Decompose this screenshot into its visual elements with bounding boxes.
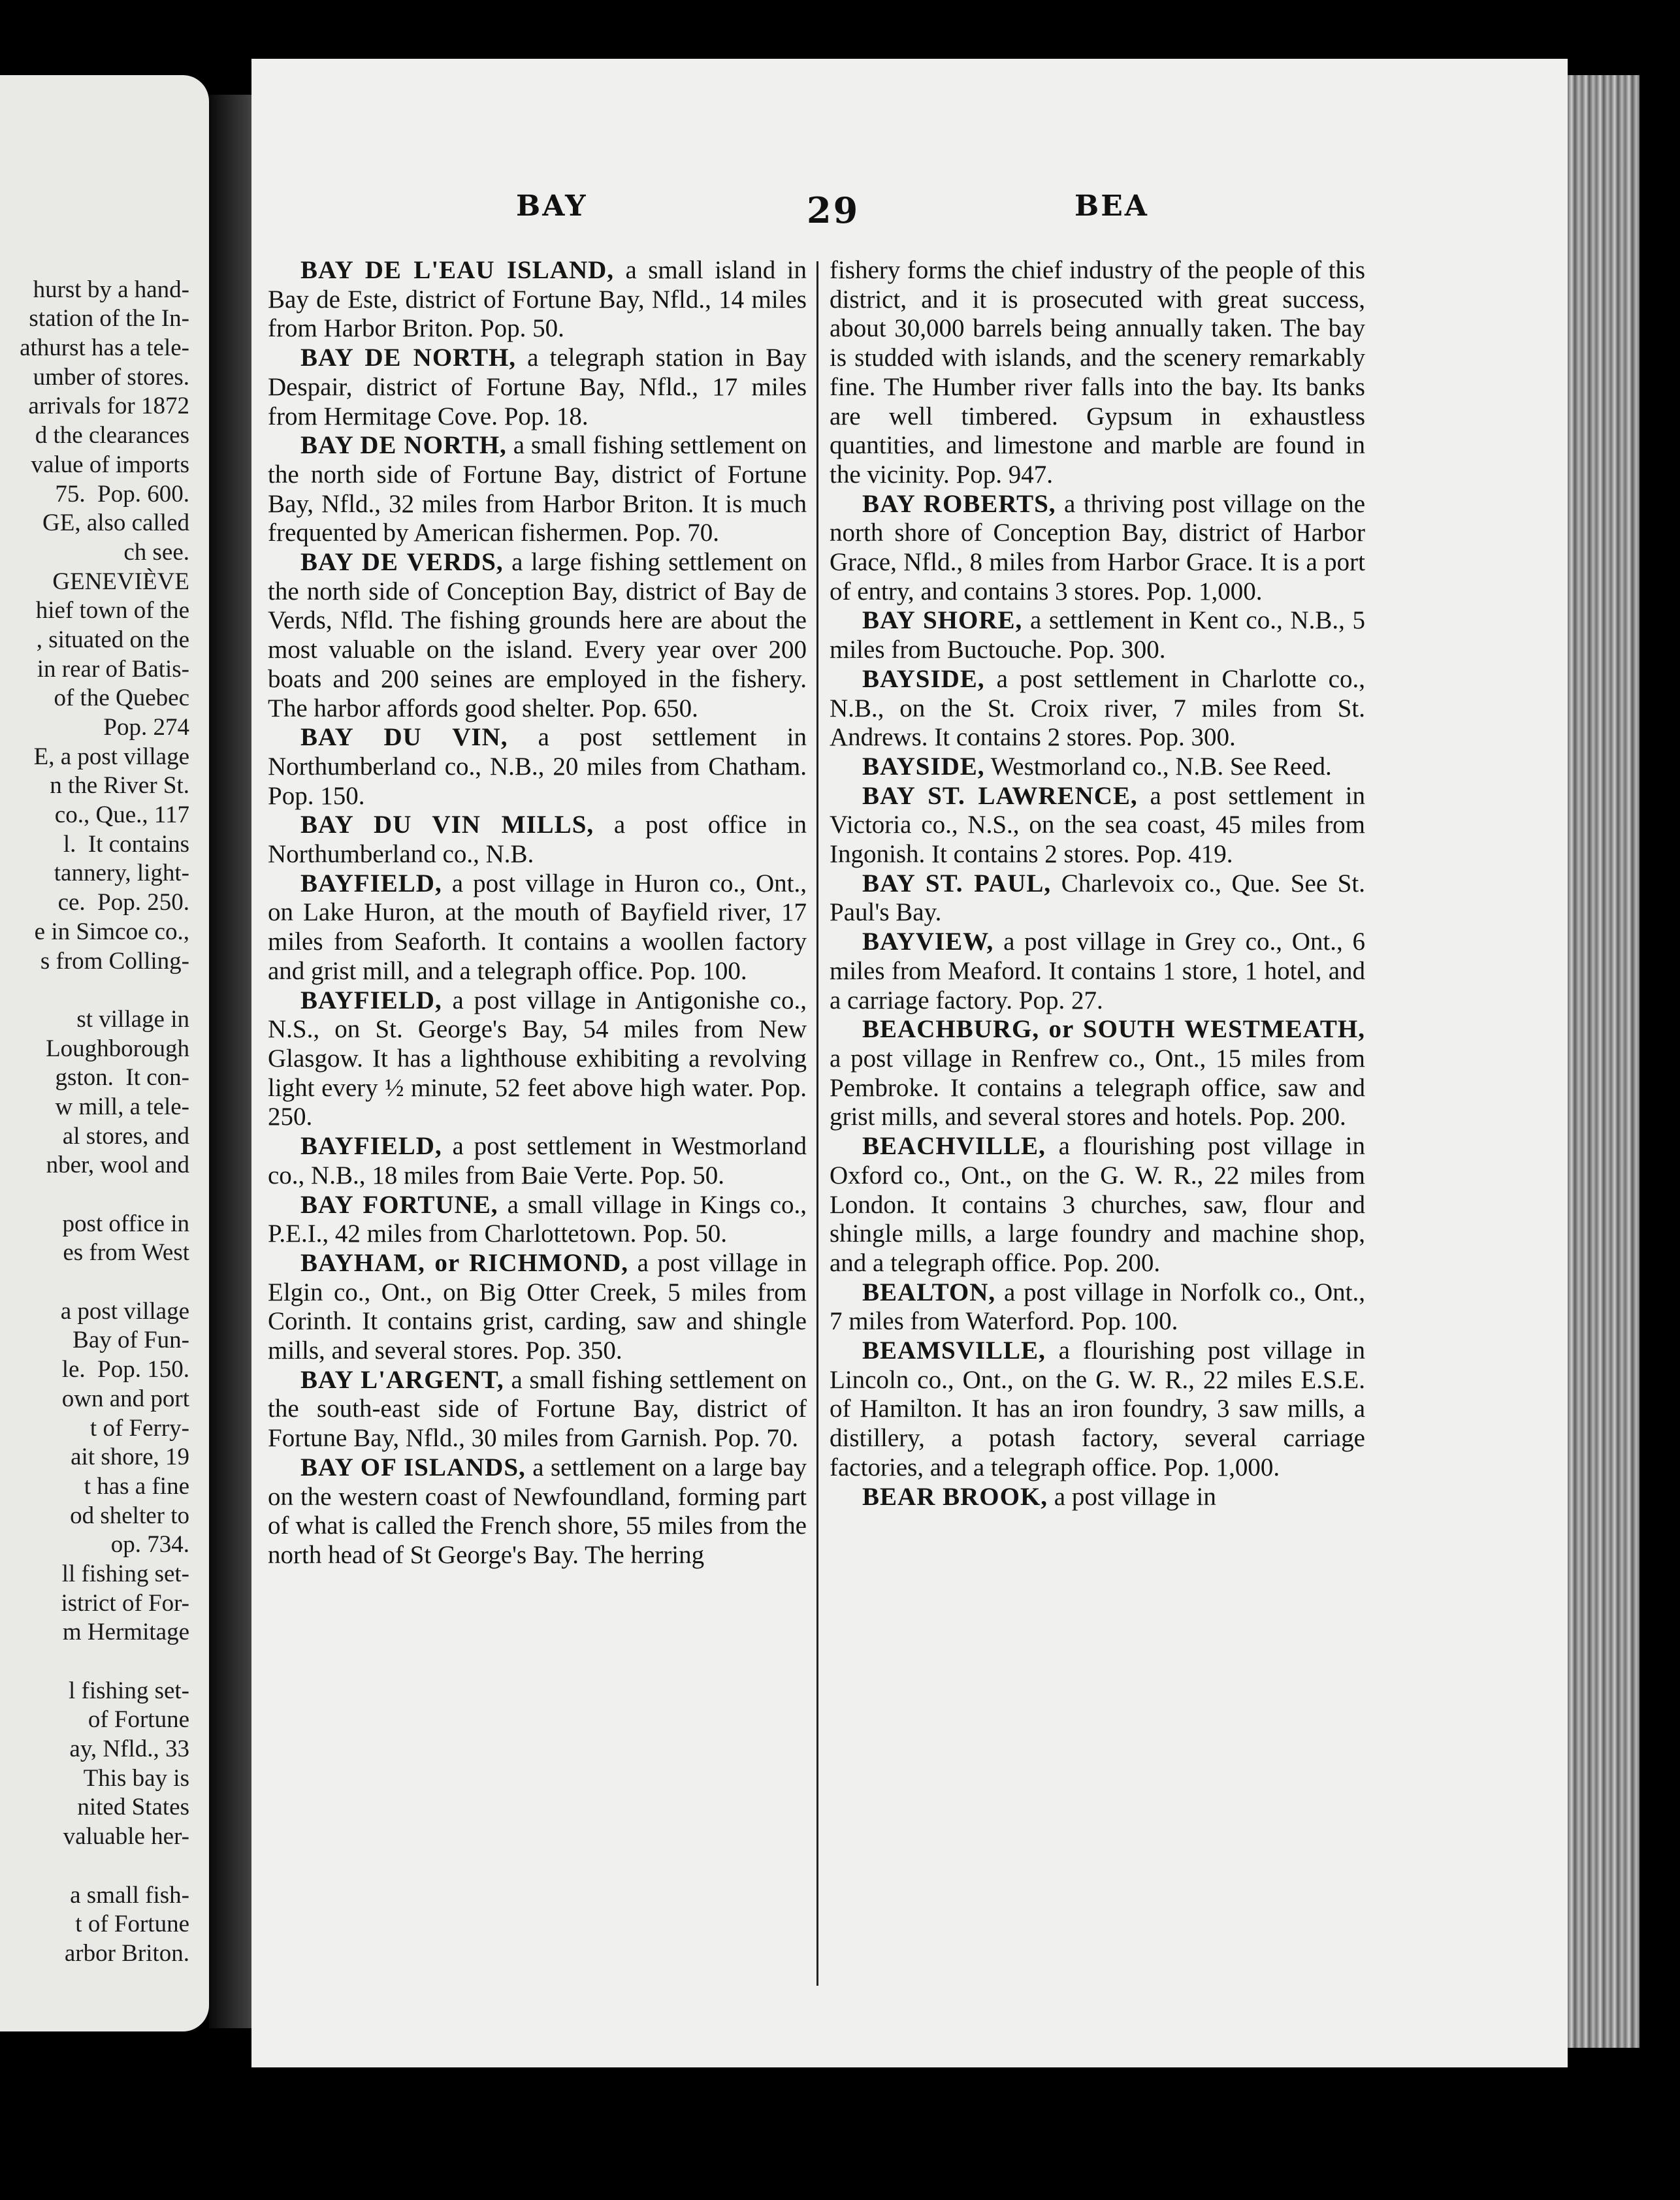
left-page-line: st village in — [76, 1005, 189, 1033]
entry-text: a small island in Bay de Este, district of Fortune Bay, Nfld., 14 miles from Harbor Briton. Pop. 50. — [268, 256, 807, 343]
entry-headword: BAY DU VIN MILLS, — [300, 811, 594, 839]
gazetteer-entry — [268, 548, 807, 723]
entry-text: Westmorland co., N.B. See Reed. — [990, 752, 1332, 781]
left-page-line: own and port — [61, 1385, 189, 1412]
entry-headword: BAY ST. LAWRENCE, — [862, 781, 1138, 810]
gazetteer-entry — [830, 1336, 1365, 1483]
gazetteer-entry — [268, 431, 807, 548]
gazetteer-entry — [268, 344, 807, 431]
entry-text: a post settlement in Victoria co., N.S., on the sea coast, 45 miles from Ingonish. It contains 2 stores. Pop. 419. — [830, 781, 1365, 869]
left-page-line: GENEVIÈVE — [52, 568, 189, 595]
entry-headword: BAY OF ISLANDS, — [300, 1453, 526, 1481]
left-page-line: ch see. — [123, 538, 189, 566]
running-head-right: BEA — [1074, 189, 1149, 223]
entry-headword: BAY DU VIN, — [300, 723, 508, 752]
left-page-line: This bay is — [83, 1764, 189, 1792]
entry-text: fishery forms the chief industry of the people of this district, and it is prosecuted with great success, about 30,000 barrels being annually taken. The bay is studded with islands, and the scenery remarkably fine. The Humber river falls into the bay. Its banks are well timbered. Gypsum in exhaustless quantities, and limestone and marble are found in the vicinity. Pop. 947. — [830, 256, 1365, 489]
left-page-line: l fishing set- — [69, 1677, 189, 1704]
entry-text: a settlement on a large bay on the western coast of Newfoundland, forming part of what is called the French shore, 55 miles from the north head of St George's Bay. The herring — [268, 1453, 807, 1569]
left-page-line: d the clearances — [35, 422, 189, 449]
entry-text: a post settlement in Northumberland co., N.B., 20 miles from Chatham. Pop. 150. — [268, 723, 807, 810]
entry-text: a post village in Huron co., Ont., on Lake Huron, at the mouth of Bayfield river, 17 miles from Seaforth. It contains a woollen factory and grist mill, and a telegraph office. Pop. 100. — [268, 869, 807, 985]
gazetteer-entry — [268, 1132, 807, 1190]
entry-text: a post village in Grey co., Ont., 6 miles from Meaford. It contains 1 store, 1 hotel, and a carriage factory. Pop. 27. — [830, 928, 1366, 1014]
left-page-line: GE, also called — [42, 510, 189, 537]
left-page-line: m Hermitage — [62, 1619, 189, 1646]
left-page-line: ay, Nfld., 33 — [69, 1736, 189, 1763]
gazetteer-entry — [830, 782, 1365, 869]
left-page-line: E, a post village — [33, 743, 189, 770]
left-page-line: Bay of Fun- — [73, 1327, 189, 1354]
left-page-line: a post village — [60, 1297, 189, 1325]
page-number: 29 — [807, 189, 860, 231]
entry-text: a post village in — [1054, 1482, 1216, 1511]
left-page-line: Pop. 274 — [103, 714, 189, 741]
left-page-line: nited States — [77, 1794, 189, 1821]
left-page-line: t of Fortune — [75, 1911, 189, 1938]
left-page-line: op. 734. — [110, 1531, 189, 1559]
gazetteer-entry — [830, 256, 1365, 490]
entry-headword: BAY FORTUNE, — [300, 1190, 498, 1219]
gazetteer-entry — [268, 869, 807, 986]
left-page-line: in rear of Batis- — [37, 655, 189, 683]
gazetteer-entry — [830, 1015, 1365, 1132]
left-page-line: w mill, a tele- — [55, 1093, 189, 1120]
gazetteer-entry — [830, 606, 1365, 664]
entry-text: a thriving post village on the north shore of Conception Bay, district of Harbor Grace, Nfld., 8 miles from Harbor Grace. It is a port of entry, and contains 3 stores. Pop. 1,000. — [830, 489, 1366, 606]
left-page-line — [0, 976, 189, 1005]
left-page-line: hurst by a hand- — [33, 276, 189, 303]
left-page-line: ce. Pop. 250. — [57, 889, 189, 916]
left-page-line: arrivals for 1872 — [28, 393, 189, 420]
left-page-line: of the Quebec — [54, 685, 189, 712]
left-page-line: e in Simcoe co., — [34, 918, 189, 945]
left-page-line: , situated on the — [36, 626, 189, 653]
entry-headword: BAY DE NORTH, — [300, 431, 507, 460]
left-page-line: co., Que., 117 — [54, 801, 189, 829]
entry-text: a post village in Antigonishe co., N.S., on St. George's Bay, 54 miles from New Glasgow. It has a lighthouse exhibiting a revolving light every ½ minute, 52 feet above high water. Pop. 250. — [268, 986, 807, 1131]
gazetteer-entry — [268, 723, 807, 811]
entry-headword: BAY ROBERTS, — [862, 489, 1056, 518]
entry-text: a telegraph station in Bay Despair, district of Fortune Bay, Nfld., 17 miles from Hermitage Cove. Pop. 18. — [268, 344, 807, 430]
gazetteer-entry — [268, 1191, 807, 1249]
left-page-line: ait shore, 19 — [71, 1444, 189, 1471]
entry-text: a post village in Renfrew co., Ont., 15 miles from Pembroke. It contains a telegraph office, saw and grist mills, and several stores and hotels. Pop. 200. — [830, 1044, 1365, 1131]
entry-text: a small village in Kings co., P.E.I., 42 miles from Charlottetown. Pop. 50. — [268, 1190, 807, 1248]
gazetteer-column-left — [268, 256, 807, 1570]
left-page-line: istrict of For- — [61, 1589, 189, 1617]
entry-text: a flourishing post village in Oxford co., Ont., on the G. W. R., 22 miles from London. It contains 3 churches, saw, flour and shingle mills, a large foundry and machine shop, and a telegraph office. Pop. 200. — [830, 1132, 1365, 1277]
gazetteer-entry — [268, 986, 807, 1133]
entry-text: a post settlement in Charlotte co., N.B., on the St. Croix river, 7 miles from St. Andrews. It contains 2 stores. Pop. 300. — [830, 664, 1365, 752]
entry-headword: BEAMSVILLE, — [862, 1336, 1046, 1365]
gazetteer-entry — [268, 811, 807, 869]
entry-headword: BAYVIEW, — [862, 928, 994, 956]
page-edges — [1568, 75, 1640, 2048]
left-page-line: post office in — [62, 1210, 189, 1237]
left-page-line: n the River St. — [50, 772, 189, 800]
left-page-line: value of imports — [31, 451, 189, 478]
gazetteer-entry — [268, 256, 807, 344]
left-page-line: tannery, light- — [54, 860, 189, 887]
entry-headword: BEALTON, — [862, 1278, 996, 1306]
entry-headword: BAYFIELD, — [300, 1132, 442, 1161]
column-divider — [816, 261, 818, 1986]
entry-text: a small fishing settlement on the north side of Fortune Bay, district of Fortune Bay, Nfld., 32 miles from Harbor Briton. It is much frequented by American fishermen. Pop. 70. — [268, 431, 807, 547]
left-page-line: valuable her- — [63, 1823, 189, 1851]
left-page-fragment — [0, 75, 209, 2031]
left-page-line: l. It contains — [63, 830, 189, 858]
entry-headword: BAY L'ARGENT, — [300, 1365, 504, 1394]
entry-headword: BAYSIDE, — [862, 664, 985, 693]
left-page-text-column — [0, 246, 189, 1969]
gazetteer-column-right — [830, 256, 1365, 1512]
left-page-line: umber of stores. — [33, 363, 189, 391]
gazetteer-entry — [830, 1132, 1365, 1278]
entry-headword: BEACHVILLE, — [862, 1132, 1046, 1161]
left-page-line: od shelter to — [70, 1502, 189, 1529]
entry-headword: BAYFIELD, — [300, 986, 442, 1014]
left-page-line: hief town of the — [35, 597, 189, 624]
left-page-line — [0, 1852, 189, 1881]
left-page-line — [0, 246, 189, 276]
gazetteer-entry — [830, 1483, 1365, 1512]
left-page-line: al stores, and — [62, 1122, 189, 1150]
entry-headword: BAYSIDE, — [862, 752, 985, 781]
left-page-line: arbor Briton. — [64, 1939, 189, 1967]
entry-headword: BAYHAM, or RICHMOND, — [300, 1248, 629, 1277]
entry-text: a large fishing settlement on the north side of Conception Bay, district of Bay de Verds, Nfld. The fishing grounds here are about the most valuable on the island. Every year over 200 boats and 200 seines are employed in the fishery. The harbor affords good shelter. Pop. 650. — [268, 548, 807, 722]
entry-text: a post village in Norfolk co., Ont., 7 miles from Waterford. Pop. 100. — [830, 1278, 1365, 1336]
gazetteer-entry — [268, 1366, 807, 1453]
left-page-line: 75. Pop. 600. — [55, 480, 189, 508]
running-head-left: BAY — [516, 189, 588, 223]
gazetteer-entry — [830, 752, 1365, 782]
left-page-line: gston. It con- — [55, 1064, 189, 1092]
left-page-line: Loughborough — [46, 1035, 189, 1062]
entry-text: a post village in Elgin co., Ont., on Big Otter Creek, 5 miles from Corinth. It contains grist, carding, saw and shingle mills, and several stores. Pop. 350. — [268, 1248, 807, 1365]
entry-text: Charlevoix co., Que. See St. Paul's Bay. — [830, 869, 1365, 927]
gazetteer-entry — [830, 1278, 1365, 1336]
left-page-line: ll fishing set- — [61, 1560, 189, 1587]
left-page-line: s from Colling- — [40, 947, 189, 975]
entry-text: a post office in Northumberland co., N.B. — [268, 811, 807, 869]
left-page-line: of Fortune — [88, 1706, 189, 1734]
left-page-line: es from West — [63, 1239, 189, 1267]
entry-text: a flourishing post village in Lincoln co., Ont., on the G. W. R., 22 miles E.S.E. of Hamilton. It has an iron foundry, 3 saw mills, a distillery, a potash factory, several carriage factories, and a telegraph office. Pop. 1,000. — [830, 1336, 1365, 1481]
entry-headword: BAY ST. PAUL, — [862, 869, 1052, 898]
entry-headword: BAY SHORE, — [862, 606, 1023, 635]
gazetteer-entry — [830, 490, 1365, 607]
entry-text: a post settlement in Westmorland co., N.B., 18 miles from Baie Verte. Pop. 50. — [268, 1132, 807, 1189]
gazetteer-entry — [268, 1453, 807, 1570]
left-page-line — [0, 1647, 189, 1677]
left-page-line: nber, wool and — [46, 1152, 189, 1179]
entry-headword: BAY DE VERDS, — [300, 548, 504, 577]
entry-headword: BEACHBURG, or SOUTH WESTMEATH, — [862, 1015, 1365, 1044]
left-page-line: athurst has a tele- — [20, 334, 189, 362]
gazetteer-entry — [268, 1249, 807, 1366]
left-page-line: station of the In- — [29, 305, 189, 332]
entry-headword: BAYFIELD, — [300, 869, 442, 898]
left-page-line — [0, 1268, 189, 1297]
left-page-line: t of Ferry- — [89, 1414, 189, 1442]
entry-text: a small fishing settlement on the south-east side of Fortune Bay, district of Fortune Bay, Nfld., 30 miles from Garnish. Pop. 70. — [268, 1365, 807, 1453]
left-page-line: t has a fine — [84, 1472, 189, 1500]
gazetteer-entry — [830, 665, 1365, 752]
entry-headword: BAY DE NORTH, — [300, 344, 517, 372]
left-page-line: le. Pop. 150. — [61, 1356, 189, 1383]
entry-headword: BAY DE L'EAU ISLAND, — [300, 256, 615, 284]
left-page-line: a small fish- — [70, 1881, 189, 1909]
entry-text: a settlement in Kent co., N.B., 5 miles from Buctouche. Pop. 300. — [830, 606, 1366, 664]
entry-headword: BEAR BROOK, — [862, 1482, 1048, 1511]
left-page-line — [0, 1180, 189, 1210]
gazetteer-entry — [830, 869, 1365, 928]
gazetteer-entry — [830, 928, 1365, 1015]
